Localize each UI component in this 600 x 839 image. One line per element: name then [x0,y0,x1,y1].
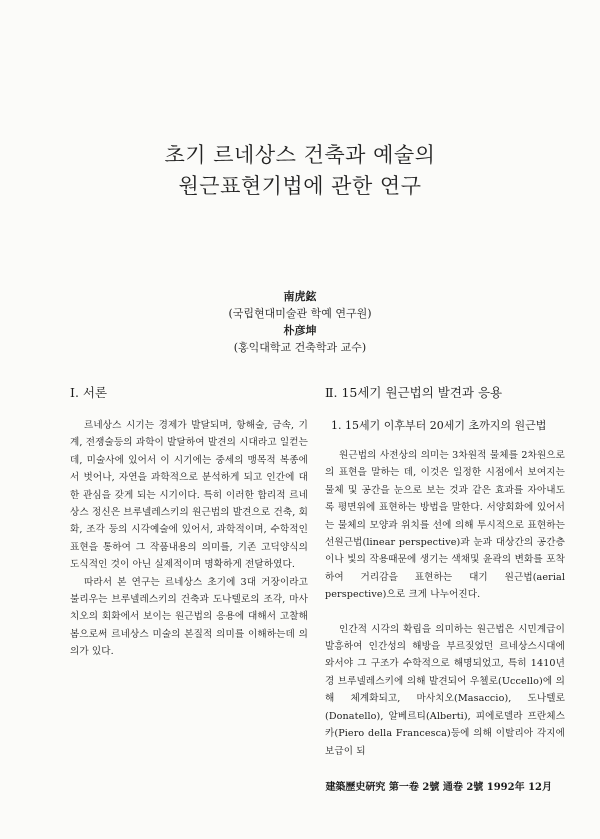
section-heading-discovery: Ⅱ. 15세기 원근법의 발견과 응용 [325,385,503,400]
body-paragraph: 인간적 시각의 확립을 의미하는 원근법은 시민계급이 발흥하여 인간성의 해방을 부르짖었던 르네상스시대에 와서야 그 구조가 수학적으로 해명되었고, 특히 1410년경 브루넬레스키에 의해 발견되어 우첼로(Uccello)에 의해 체계화되고, 마사치오(Masaccio), 도나텔로(Donatello), 알베르티(Alberti), 피에로델라 프란체스카(Piero della Francesca)등에 의해 이탈리아 각지에 보급이 되 [325,623,565,757]
subsection-heading: 1. 15세기 이후부터 20세기 초까지의 원근법 [331,419,547,432]
left-column [70,383,308,661]
body-paragraph: 따라서 본 연구는 르네상스 초기에 3대 거장이라고 불리우는 브루넬레스키의 건축과 도나텔로의 조각, 마사치오의 회화에서 보이는 원근법의 응용에 대해서 고찰해봄으로써 르네상스 미술의 본질적 의미를 이해하는데 의의가 있다. [70,576,308,658]
author-name: 朴彦坤 [283,324,317,337]
paper-title [0,140,600,202]
section-heading-intro: Ⅰ. 서론 [70,385,108,400]
right-column [325,383,565,760]
author-block [0,288,600,356]
author-name: 南虎鉉 [283,290,317,303]
author-affiliation: (국립현대미술관 학예 연구원) [228,307,372,320]
journal-footer: 建築歷史硏究 第一卷 2號 通卷 2號 1992年 12月 [325,782,552,793]
body-paragraph: 르네상스 시기는 경제가 발달되며, 항해술, 금속, 기계, 전쟁술등의 과학이 발달하여 발견의 시대라고 일컫는데, 미술사에 있어서 이 시기에는 중세의 맹목적 복종에서 벗어나, 자연을 과학적으로 분석하게 되고 인간에 대한 관심을 갖게 되는 시기이다. 특히 이러한 합리적 르네상스 정신은 브루넬레스키의 원근법의 발견으로 건축, 회화, 조각 등의 시각예술에 있어서, 과학적이며, 수학적인 표현을 통하여 그 작품내용의 의미를, 기존 고딕양식의 도식적인 것이 아닌 실제적이며 명확하게 전달하였다. [70,420,308,571]
author-affiliation: (홍익대학교 건축학과 교수) [233,341,367,354]
body-paragraph: 원근법의 사전상의 의미는 3차원적 물체를 2차원으로의 표현을 말하는 데, 이것은 일정한 시점에서 보여지는 물체 및 공간을 눈으로 보는 것과 같은 효과를 자아내도록 평면위에 표현하는 방법을 말한다. 서양회화에 있어서는 물체의 모양과 위치를 선에 의해 투시적으로 표현하는 선원근법(linear perspective)과 눈과 대상간의 공간층이나 빛의 작용때문에 생기는 색채및 윤곽의 변화를 포착하여 거리감을 표현하는 대기 원근법(aerial perspective)으로 크게 나누어진다. [325,450,565,601]
paper-title-line-2: 원근표현기법에 관한 연구 [178,174,422,198]
paper-title-line-1: 초기 르네상스 건축과 예술의 [164,143,436,167]
